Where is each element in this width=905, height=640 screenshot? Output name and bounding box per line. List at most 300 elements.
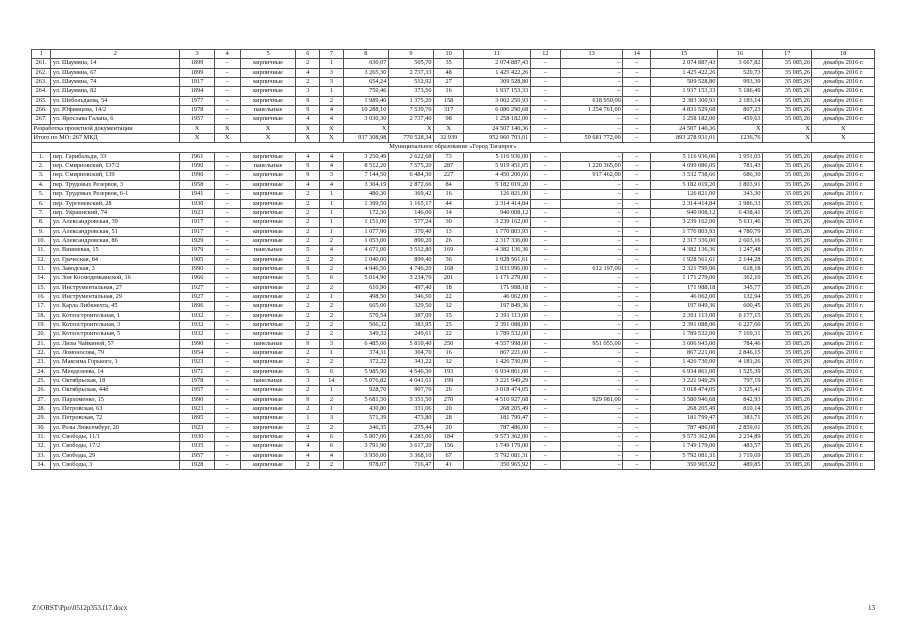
- table-cell: X: [812, 124, 875, 133]
- table-cell: 3: [320, 339, 344, 348]
- table-cell: 158: [434, 96, 464, 105]
- table-cell: 1978: [180, 106, 214, 115]
- table-cell: декабрь 2016 г.: [812, 367, 875, 376]
- table-cell: –: [530, 274, 560, 283]
- table-row: [32, 311, 875, 320]
- table-cell: 2 314 414,84: [464, 199, 531, 208]
- table-cell: 473,80: [388, 414, 433, 423]
- table-row: [32, 246, 875, 255]
- table-cell: 6 086 290,68: [464, 106, 531, 115]
- table-cell: 46 062,00: [464, 292, 531, 301]
- table-cell: –: [214, 349, 240, 358]
- table-cell: 1 077,90: [343, 227, 388, 236]
- table-cell: 3 580 946,68: [651, 395, 718, 404]
- address-cell: ул. Менделеева, 14: [51, 367, 180, 376]
- table-cell: 35 085,26: [763, 190, 812, 199]
- table-cell: 1896: [180, 302, 214, 311]
- table-cell: 1917: [180, 227, 214, 236]
- table-cell: 35 085,26: [763, 405, 812, 414]
- table-cell: X: [296, 124, 320, 133]
- table-cell: –: [214, 246, 240, 255]
- header-cell: 12: [530, 50, 560, 59]
- table-cell: декабрь 2016 г.: [812, 442, 875, 451]
- table-cell: 20: [434, 405, 464, 414]
- table-cell: 480,30: [343, 190, 388, 199]
- table-cell: 1: [320, 87, 344, 96]
- table-cell: 1 789 532,00: [464, 330, 531, 339]
- table-cell: панельные: [240, 106, 296, 115]
- table-cell: 1 937 153,33: [651, 87, 718, 96]
- table-cell: 3 018 474,05: [464, 386, 531, 395]
- table-row: [32, 171, 875, 180]
- table-cell: 1923: [180, 358, 214, 367]
- table-cell: –: [560, 227, 622, 236]
- table-cell: кирпичные: [240, 386, 296, 395]
- table-cell: 2: [296, 227, 320, 236]
- table-cell: декабрь 2016 г.: [812, 78, 875, 87]
- table-cell: 8.: [32, 218, 51, 227]
- table-cell: –: [214, 414, 240, 423]
- table-cell: 1: [320, 386, 344, 395]
- table-cell: 172,30: [343, 208, 388, 217]
- table-cell: 4: [296, 442, 320, 451]
- table-cell: –: [530, 171, 560, 180]
- table-cell: 346,35: [343, 423, 388, 432]
- table-cell: 7.: [32, 208, 51, 217]
- footer-file-path: Z:\ORST\Ppo\0512p353.f17.docx: [32, 604, 128, 612]
- table-cell: 10 288,10: [343, 106, 388, 115]
- table-cell: –: [623, 442, 651, 451]
- table-cell: –: [214, 330, 240, 339]
- table-cell: –: [530, 152, 560, 161]
- table-cell: 35 085,26: [763, 236, 812, 245]
- table-cell: панельные: [240, 246, 296, 255]
- table-cell: 35 085,26: [763, 274, 812, 283]
- table-row: [32, 405, 875, 414]
- table-cell: 1 937 153,33: [464, 87, 531, 96]
- table-cell: –: [560, 320, 622, 329]
- table-cell: 951 055,00: [560, 339, 622, 348]
- table-cell: –: [623, 358, 651, 367]
- table-cell: 2: [320, 255, 344, 264]
- table-cell: –: [560, 236, 622, 245]
- data-table: [31, 49, 875, 470]
- table-cell: 1917: [180, 218, 214, 227]
- table-cell: 275,44: [388, 423, 433, 432]
- table-cell: панельные: [240, 339, 296, 348]
- table-cell: 373,50: [388, 87, 433, 96]
- table-cell: декабрь 2016 г.: [812, 59, 875, 68]
- table-cell: 2 383 300,93: [651, 96, 718, 105]
- table-cell: 1928: [180, 461, 214, 470]
- table-cell: –: [214, 87, 240, 96]
- table-cell: 5 810,40: [388, 339, 433, 348]
- table-cell: 17.: [32, 302, 51, 311]
- table-cell: –: [530, 218, 560, 227]
- table-cell: 3: [320, 68, 344, 77]
- table-row: [32, 339, 875, 348]
- table-cell: кирпичные: [240, 264, 296, 273]
- table-cell: 1 040,00: [343, 255, 388, 264]
- table-cell: 3 950,00: [343, 451, 388, 460]
- table-cell: 35 085,26: [763, 442, 812, 451]
- table-cell: 1: [320, 199, 344, 208]
- table-cell: 15: [434, 311, 464, 320]
- table-row: [32, 451, 875, 460]
- table-cell: декабрь 2016 г.: [812, 236, 875, 245]
- table-cell: 9: [296, 339, 320, 348]
- table-cell: 2: [296, 236, 320, 245]
- table-cell: 5 807,00: [343, 433, 388, 442]
- table-cell: 512,92: [388, 78, 433, 87]
- section-title: Муниципальное образование «Город Таганрог»: [32, 143, 875, 152]
- table-cell: 842,93: [717, 395, 762, 404]
- table-cell: 1957: [180, 451, 214, 460]
- table-cell: 9: [296, 395, 320, 404]
- table-cell: 5 014,90: [343, 274, 388, 283]
- table-row: [32, 106, 875, 115]
- table-cell: 4.: [32, 180, 51, 189]
- table-cell: декабрь 2016 г.: [812, 311, 875, 320]
- table-cell: 4 946,50: [343, 264, 388, 273]
- table-cell: 4 283,00: [388, 433, 433, 442]
- table-cell: –: [530, 367, 560, 376]
- table-cell: –: [623, 302, 651, 311]
- table-row: [32, 292, 875, 301]
- table-cell: 618 950,00: [560, 96, 622, 105]
- table-cell: 4: [296, 152, 320, 161]
- address-cell: пер. Трудовых Резервов, 6-1: [51, 190, 180, 199]
- table-cell: 1 399,50: [343, 199, 388, 208]
- table-cell: 907,70: [388, 386, 433, 395]
- table-cell: 35 085,26: [763, 152, 812, 161]
- address-cell: ул. Пархоменко, 15: [51, 395, 180, 404]
- table-cell: декабрь 2016 г.: [812, 255, 875, 264]
- table-cell: 30.: [32, 423, 51, 432]
- table-cell: 3 239 162,00: [651, 218, 718, 227]
- table-cell: 18.: [32, 311, 51, 320]
- header-cell: 2: [51, 50, 180, 59]
- table-cell: 345,77: [717, 283, 762, 292]
- table-cell: кирпичные: [240, 292, 296, 301]
- table-cell: 35 085,26: [763, 199, 812, 208]
- table-cell: 6: [320, 433, 344, 442]
- table-cell: –: [560, 414, 622, 423]
- table-cell: 35 085,26: [763, 180, 812, 189]
- address-cell: ул. Свободы, 17/2: [51, 442, 180, 451]
- table-cell: 9.: [32, 227, 51, 236]
- table-cell: 16: [434, 190, 464, 199]
- table-cell: 1.: [32, 152, 51, 161]
- table-cell: 25.: [32, 377, 51, 386]
- table-cell: кирпичные: [240, 461, 296, 470]
- table-cell: 1979: [180, 246, 214, 255]
- table-cell: кирпичные: [240, 180, 296, 189]
- table-cell: –: [530, 246, 560, 255]
- table-row: [32, 395, 875, 404]
- table-cell: 5 919 451,05: [464, 162, 531, 171]
- table-cell: кирпичные: [240, 171, 296, 180]
- table-cell: декабрь 2016 г.: [812, 152, 875, 161]
- table-row: [32, 78, 875, 87]
- table-cell: –: [623, 59, 651, 68]
- table-cell: –: [530, 442, 560, 451]
- table-cell: 227: [434, 171, 464, 180]
- summary-label: Итого по МО: 267 МКД: [32, 134, 180, 143]
- table-cell: 654,24: [343, 78, 388, 87]
- table-cell: 6.: [32, 199, 51, 208]
- table-cell: 2 391 113,00: [464, 311, 531, 320]
- table-cell: кирпичные: [240, 190, 296, 199]
- table-cell: 12.: [32, 255, 51, 264]
- table-cell: –: [214, 199, 240, 208]
- table-cell: 268 205,49: [651, 405, 718, 414]
- table-cell: 781,43: [717, 162, 762, 171]
- table-cell: кирпичные: [240, 274, 296, 283]
- table-cell: 4 780,79: [717, 227, 762, 236]
- page-number: 13: [868, 604, 875, 612]
- table-cell: 1958: [180, 180, 214, 189]
- table-cell: 387,09: [388, 311, 433, 320]
- table-row: [32, 358, 875, 367]
- header-cell: 3: [180, 50, 214, 59]
- table-cell: –: [530, 115, 560, 124]
- table-cell: 67: [434, 451, 464, 460]
- table-cell: декабрь 2016 г.: [812, 302, 875, 311]
- table-row: [32, 115, 875, 124]
- table-cell: –: [560, 255, 622, 264]
- table-cell: 24 507 140,36: [464, 124, 531, 133]
- table-cell: –: [560, 423, 622, 432]
- table-row: [32, 367, 875, 376]
- table-cell: –: [530, 190, 560, 199]
- table-cell: 1 803,91: [717, 180, 762, 189]
- table-cell: –: [214, 171, 240, 180]
- address-cell: ул. Свободы, 3: [51, 461, 180, 470]
- table-cell: 35 085,26: [763, 227, 812, 236]
- table-row: [32, 190, 875, 199]
- table-cell: 890,20: [388, 236, 433, 245]
- table-cell: 1905: [180, 255, 214, 264]
- table-cell: 1 770 803,93: [464, 227, 531, 236]
- table-cell: 5.: [32, 190, 51, 199]
- table-cell: –: [623, 124, 651, 133]
- table-row: [32, 96, 875, 105]
- table-cell: 9: [296, 264, 320, 273]
- table-row: [32, 236, 875, 245]
- table-cell: 1971: [180, 367, 214, 376]
- table-cell: декабрь 2016 г.: [812, 274, 875, 283]
- table-cell: 497,40: [388, 283, 433, 292]
- table-cell: 21.: [32, 339, 51, 348]
- table-cell: X: [343, 124, 388, 133]
- table-cell: 5 182 019,20: [464, 180, 531, 189]
- table-cell: –: [530, 180, 560, 189]
- table-cell: –: [214, 78, 240, 87]
- table-cell: –: [530, 59, 560, 68]
- table-cell: –: [560, 152, 622, 161]
- table-cell: декабрь 2016 г.: [812, 218, 875, 227]
- address-cell: ул. Зои Космодемьянской, 16: [51, 274, 180, 283]
- table-cell: 917 462,00: [560, 171, 622, 180]
- table-cell: декабрь 2016 г.: [812, 339, 875, 348]
- table-cell: 7 575,20: [388, 162, 433, 171]
- table-cell: 16: [434, 87, 464, 96]
- table-cell: 4: [296, 433, 320, 442]
- table-cell: 509 528,80: [651, 78, 718, 87]
- table-cell: 2: [296, 218, 320, 227]
- table-cell: 1: [296, 414, 320, 423]
- address-cell: ул. Шаумяна, 74: [51, 78, 180, 87]
- table-row: [32, 68, 875, 77]
- address-cell: ул. Греческая, 84: [51, 255, 180, 264]
- table-cell: 35 085,26: [763, 162, 812, 171]
- table-cell: –: [530, 451, 560, 460]
- table-cell: 5 351,50: [388, 395, 433, 404]
- table-cell: 1927: [180, 292, 214, 301]
- table-cell: 4 557 998,00: [464, 339, 531, 348]
- table-cell: –: [560, 78, 622, 87]
- table-cell: 1: [320, 208, 344, 217]
- address-cell: ул. Свободы, 11/1: [51, 433, 180, 442]
- table-cell: 612 197,00: [560, 264, 622, 273]
- table-cell: 787 486,00: [464, 423, 531, 432]
- table-cell: 7 539,70: [388, 106, 433, 115]
- table-cell: –: [214, 292, 240, 301]
- table-cell: 571,39: [343, 414, 388, 423]
- table-cell: 1 951,03: [717, 152, 762, 161]
- table-cell: 520,73: [717, 68, 762, 77]
- table-cell: 35 085,26: [763, 377, 812, 386]
- table-cell: 4 831 529,68: [651, 106, 718, 115]
- table-cell: 1 426 730,00: [651, 358, 718, 367]
- address-cell: ул. Октябрьская, 44б: [51, 386, 180, 395]
- address-cell: ул. Ярослава Галана, 6: [51, 115, 180, 124]
- table-cell: 16.: [32, 292, 51, 301]
- table-cell: 5 116 936,00: [651, 152, 718, 161]
- table-cell: 1899: [180, 68, 214, 77]
- table-cell: –: [530, 87, 560, 96]
- address-cell: ул. Лизы Чайкиной, 57: [51, 339, 180, 348]
- table-row: [32, 442, 875, 451]
- table-cell: 459,63: [717, 115, 762, 124]
- table-cell: –: [530, 320, 560, 329]
- table-cell: –: [214, 264, 240, 273]
- table-cell: 4 041,61: [388, 377, 433, 386]
- table-cell: 3 002 250,93: [464, 96, 531, 105]
- table-cell: 48: [434, 68, 464, 77]
- table-cell: –: [214, 442, 240, 451]
- table-cell: –: [530, 255, 560, 264]
- table-cell: 4: [320, 451, 344, 460]
- table-cell: 35 085,26: [763, 218, 812, 227]
- table-cell: 940 008,12: [464, 208, 531, 217]
- table-cell: –: [560, 68, 622, 77]
- table-cell: –: [560, 330, 622, 339]
- table-cell: –: [560, 367, 622, 376]
- table-cell: 27.: [32, 395, 51, 404]
- table-cell: 6: [320, 274, 344, 283]
- table-cell: 3 512,80: [388, 246, 433, 255]
- table-cell: 27: [434, 78, 464, 87]
- table-cell: 12: [434, 358, 464, 367]
- table-cell: –: [623, 451, 651, 460]
- table-cell: 2: [320, 236, 344, 245]
- table-cell: панельные: [240, 377, 296, 386]
- table-cell: 4 382 136,36: [651, 246, 718, 255]
- table-cell: 2: [296, 405, 320, 414]
- table-cell: кирпичные: [240, 367, 296, 376]
- address-cell: ул. Вишневая, 15: [51, 246, 180, 255]
- table-cell: 317: [434, 106, 464, 115]
- table-cell: –: [560, 124, 622, 133]
- table-cell: –: [214, 433, 240, 442]
- table-cell: 893 278 931,01: [651, 134, 718, 143]
- table-cell: –: [623, 349, 651, 358]
- table-cell: 1 989,40: [343, 96, 388, 105]
- address-cell: ул. Александровская, 51: [51, 227, 180, 236]
- table-cell: 1899: [180, 59, 214, 68]
- table-cell: 1957: [180, 386, 214, 395]
- table-cell: 199: [434, 377, 464, 386]
- address-cell: ул. Карла Либкнехта, 45: [51, 302, 180, 311]
- table-cell: –: [214, 405, 240, 414]
- table-cell: 6: [320, 367, 344, 376]
- table-cell: 2: [296, 423, 320, 432]
- table-cell: 489,85: [717, 461, 762, 470]
- table-cell: 9: [296, 162, 320, 171]
- address-cell: ул. Котлостроительная, 3: [51, 320, 180, 329]
- table-cell: 22.: [32, 349, 51, 358]
- table-cell: –: [623, 330, 651, 339]
- table-cell: 1929: [180, 236, 214, 245]
- table-row: [32, 180, 875, 189]
- table-cell: 1: [320, 190, 344, 199]
- table-cell: 3 667,82: [717, 59, 762, 68]
- table-cell: 28: [434, 414, 464, 423]
- table-cell: 7 169,31: [717, 330, 762, 339]
- table-cell: 2: [320, 302, 344, 311]
- table-cell: –: [530, 199, 560, 208]
- table-cell: –: [214, 451, 240, 460]
- table-cell: 9: [296, 171, 320, 180]
- table-cell: 46 062,00: [651, 292, 718, 301]
- table-cell: 1932: [180, 320, 214, 329]
- table-cell: 5: [296, 246, 320, 255]
- table-cell: 3 250,49: [343, 152, 388, 161]
- table-cell: 3 617,20: [388, 442, 433, 451]
- table-cell: 44: [434, 199, 464, 208]
- table-cell: декабрь 2016 г.: [812, 395, 875, 404]
- table-cell: 2: [320, 311, 344, 320]
- table-cell: 2: [320, 395, 344, 404]
- table-cell: –: [623, 134, 651, 143]
- table-cell: кирпичные: [240, 227, 296, 236]
- table-cell: –: [530, 96, 560, 105]
- address-cell: ул. Шаумяна, 82: [51, 87, 180, 96]
- table-cell: 1923: [180, 405, 214, 414]
- table-cell: 2 737,40: [388, 115, 433, 124]
- table-cell: –: [623, 227, 651, 236]
- table-cell: –: [214, 115, 240, 124]
- table-cell: –: [530, 349, 560, 358]
- table-cell: 2 622,68: [388, 152, 433, 161]
- table-cell: 630,07: [343, 59, 388, 68]
- table-cell: 505,70: [388, 59, 433, 68]
- table-cell: кирпичные: [240, 320, 296, 329]
- table-cell: –: [214, 320, 240, 329]
- table-cell: –: [560, 302, 622, 311]
